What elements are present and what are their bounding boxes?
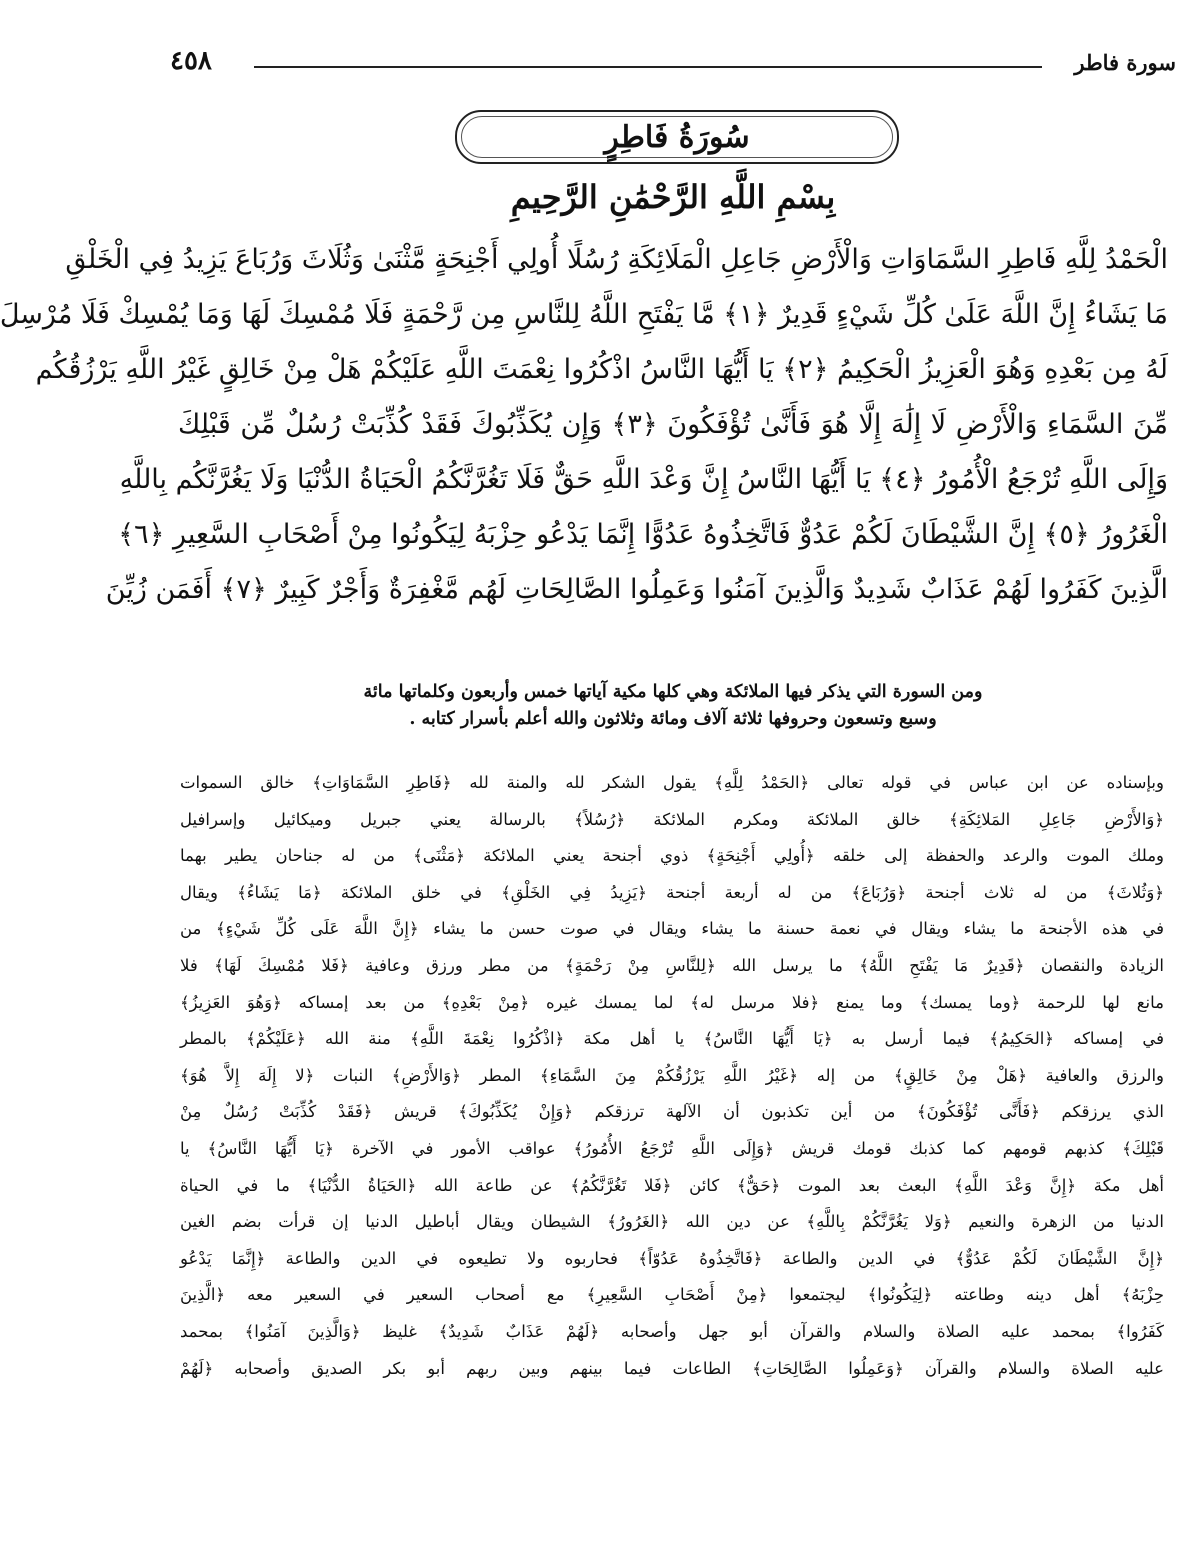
commentary-line: وبإسناده عن ابن عباس في قوله تعالى ﴿الحَمْدُ لِلَّهِ﴾ يقول الشكر لله والمنة لله ﴿فَاطِرِ السَّمَاوَاتِ﴾ خالق السموات (180, 773, 1164, 792)
commentary-line: وملك الموت والرعد والحفظة إلى خلقه ﴿أُولِي أَجْنِحَةٍ﴾ ذوي أجنحة يعني الملائكة ﴿مَثْنَى﴾ من له جناحان يطير بهما (180, 846, 1164, 866)
commentary-line: والرزق والعافية ﴿هَلْ مِنْ خَالِقٍ﴾ من إله ﴿غَيْرُ اللَّهِ يَرْزُقُكُمْ مِنَ السَّمَاءِ﴾ المطر ﴿وَالأَرْضِ﴾ النبات ﴿لا إِلَهَ إِلاَّ هُوَ﴾ (180, 1065, 1164, 1085)
commentary-line: ﴿وَالأَرْضِ جَاعِلِ المَلائِكَةِ﴾ خالق الملائكة ومكرم الملائكة ﴿رُسُلاً﴾ بالرسالة يعني جبريل وميكائيل وإسرافيل (180, 809, 1164, 829)
quran-line: الَّذِينَ كَفَرُوا لَهُمْ عَذَابٌ شَدِيدٌ وَالَّذِينَ آمَنُوا وَعَمِلُوا الصَّالِحَاتِ لَهُم مَّغْفِرَةٌ وَأَجْرٌ كَبِيرٌ ﴿٧﴾ أَفَمَن زُيِّنَ (105, 574, 1168, 605)
quran-line: الْغَرُورُ ﴿٥﴾ إِنَّ الشَّيْطَانَ لَكُمْ عَدُوٌّ فَاتَّخِذُوهُ عَدُوًّا إِنَّمَا يَدْعُو حِزْبَهُ لِيَكُونُوا مِنْ أَصْحَابِ السَّعِيرِ ﴿٦﴾ (118, 519, 1168, 550)
surah-intro (262, 679, 1084, 733)
commentary-line: الدنيا من الزهرة والنعيم ﴿وَلا يَغُرَّنَّكُمْ بِاللَّهِ﴾ عن دين الله ﴿الغَرُورُ﴾ الشيطان ويقال أباطيل الدنيا إن قرأت بضم الغين (180, 1212, 1164, 1232)
commentary-line: أهل مكة ﴿إِنَّ وَعْدَ اللَّهِ﴾ البعث بعد الموت ﴿حَقٌّ﴾ كائن ﴿فَلا تَغُرَّنَّكُمُ﴾ عن طاعة الله ﴿الحَيَاةُ الدُّنْيَا﴾ ما في الحياة (180, 1175, 1164, 1195)
running-surah-name: سورة فاطر (1074, 50, 1176, 75)
intro-line: ومن السورة التي يذكر فيها الملائكة وهي كلها مكية آياتها خمس وأربعون وكلماتها مائة (363, 682, 983, 702)
commentary-line: ﴿وَثُلاثَ﴾ من له ثلاث أجنحة ﴿وَرُبَاعَ﴾ من له أربعة أجنحة ﴿يَزِيدُ فِي الخَلْقِ﴾ في خلق الملائكة ﴿مَا يَشَاءُ﴾ ويقال (180, 882, 1164, 902)
commentary-line: في إمساكه ﴿الحَكِيمُ﴾ فيما أرسل به ﴿يَا أَيُّهَا النَّاسُ﴾ يا أهل مكة ﴿اذْكُرُوا نِعْمَةَ اللَّهِ﴾ منة الله ﴿عَلَيْكُمْ﴾ بالمطر (180, 1029, 1164, 1049)
basmala: بِسْمِ اللَّهِ الرَّحْمَٰنِ الرَّحِيمِ (510, 178, 836, 216)
commentary-line: حِزْبَهُ﴾ أهل دينه وطاعته ﴿لِيَكُونُوا﴾ ليجتمعوا ﴿مِنْ أَصْحَابِ السَّعِيرِ﴾ مع أصحاب السعير في السعير معه ﴿الَّذِينَ (180, 1285, 1164, 1305)
quran-line: مِّنَ السَّمَاءِ وَالْأَرْضِ لَا إِلَٰهَ إِلَّا هُوَ فَأَنَّىٰ تُؤْفَكُونَ ﴿٣﴾ وَإِن يُكَذِّبُوكَ فَقَدْ كُذِّبَتْ رُسُلٌ مِّن قَبْلِكَ (178, 409, 1168, 440)
page-number: ٤٥٨ (170, 46, 212, 76)
tafsir-commentary (180, 765, 1164, 1387)
page-header (170, 44, 1176, 90)
commentary-line: ﴿إِنَّ الشَّيْطَانَ لَكُمْ عَدُوٌّ﴾ في الدين والطاعة ﴿فَاتَّخِذُوهُ عَدُوّاً﴾ فحاربوه ولا تطيعوه في الدين والطاعة ﴿إِنَّمَا يَدْعُو (180, 1248, 1164, 1268)
commentary-line: كَفَرُوا﴾ بمحمد عليه الصلاة والسلام والقرآن أبو جهل وأصحابه ﴿لَهُمْ عَذَابٌ شَدِيدٌ﴾ غليظ ﴿وَالَّذِينَ آمَنُوا﴾ بمحمد (180, 1321, 1164, 1341)
intro-line: وسبع وتسعون وحروفها ثلاثة آلاف ومائة وثلاثون والله أعلم بأسرار كتابه . (409, 709, 937, 729)
quran-line: وَإِلَى اللَّهِ تُرْجَعُ الْأُمُورُ ﴿٤﴾ يَا أَيُّهَا النَّاسُ إِنَّ وَعْدَ اللَّهِ حَقٌّ فَلَا تَغُرَّنَّكُمُ الْحَيَاةُ الدُّنْيَا وَلَا يَغُرَّنَّكُم بِاللَّهِ (119, 464, 1168, 495)
surah-title: سُورَةُ فَاطِرٍ (604, 119, 750, 155)
commentary-line: عليه الصلاة والسلام والقرآن ﴿وَعَمِلُوا الصَّالِحَاتِ﴾ الطاعات فيما بينهم وبين ربهم أبو بكر الصديق وأصحابه ﴿لَهُمْ (180, 1358, 1164, 1378)
quran-line: لَهُ مِن بَعْدِهِ وَهُوَ الْعَزِيزُ الْحَكِيمُ ﴿٢﴾ يَا أَيُّهَا النَّاسُ اذْكُرُوا نِعْمَتَ اللَّهِ عَلَيْكُمْ هَلْ مِنْ خَالِقٍ غَيْرُ اللَّهِ يَرْزُقُكُم (35, 354, 1168, 385)
header-rule (254, 66, 1042, 68)
commentary-line: الذي يرزقكم ﴿فَأَنَّى تُؤْفَكُونَ﴾ من أين تكذبون أن الآلهة ترزقكم ﴿وَإِنْ يُكَذِّبُوكَ﴾ قريش ﴿فَقَدْ كُذِّبَتْ رُسُلٌ مِنْ (180, 1102, 1164, 1122)
commentary-line: الزيادة والنقصان ﴿قَدِيرٌ مَا يَفْتَحِ اللَّهُ﴾ ما يرسل الله ﴿لِلنَّاسِ مِنْ رَحْمَةٍ﴾ من مطر ورزق وعافية ﴿فَلا مُمْسِكَ لَهَا﴾ فلا (180, 955, 1164, 975)
quran-text-block (0, 232, 1168, 672)
quran-line: الْحَمْدُ لِلَّهِ فَاطِرِ السَّمَاوَاتِ وَالْأَرْضِ جَاعِلِ الْمَلَائِكَةِ رُسُلًا أُولِي أَجْنِحَةٍ مَّثْنَىٰ وَثُلَاثَ وَرُبَاعَ يَزِيدُ فِي الْخَلْقِ (65, 244, 1168, 275)
quran-line: مَا يَشَاءُ إِنَّ اللَّهَ عَلَىٰ كُلِّ شَيْءٍ قَدِيرٌ ﴿١﴾ مَّا يَفْتَحِ اللَّهُ لِلنَّاسِ مِن رَّحْمَةٍ فَلَا مُمْسِكَ لَهَا وَمَا يُمْسِكْ فَلَا مُرْسِلَ (0, 299, 1168, 330)
commentary-line: في هذه الأجنحة ما يشاء ويقال في نعمة حسنة ما يشاء ويقال في صوت حسن ما يشاء ﴿إِنَّ اللَّهَ عَلَى كُلِّ شَيْءٍ﴾ من (180, 919, 1164, 939)
commentary-line: مانع لها للرحمة ﴿وما يمسك﴾ وما يمنع ﴿فلا مرسل له﴾ لما يمسك غيره ﴿مِنْ بَعْدِهِ﴾ من بعد إمساكه ﴿وَهُوَ العَزِيزُ﴾ (180, 992, 1164, 1012)
commentary-line: قَبْلِكَ﴾ كذبهم قومهم كما كذبك قومك قريش ﴿وَإِلَى اللَّهِ تُرْجَعُ الأُمُورُ﴾ عواقب الأمور في الآخرة ﴿يَا أَيُّهَا النَّاسُ﴾ يا (180, 1138, 1164, 1158)
surah-title-frame (455, 110, 899, 164)
